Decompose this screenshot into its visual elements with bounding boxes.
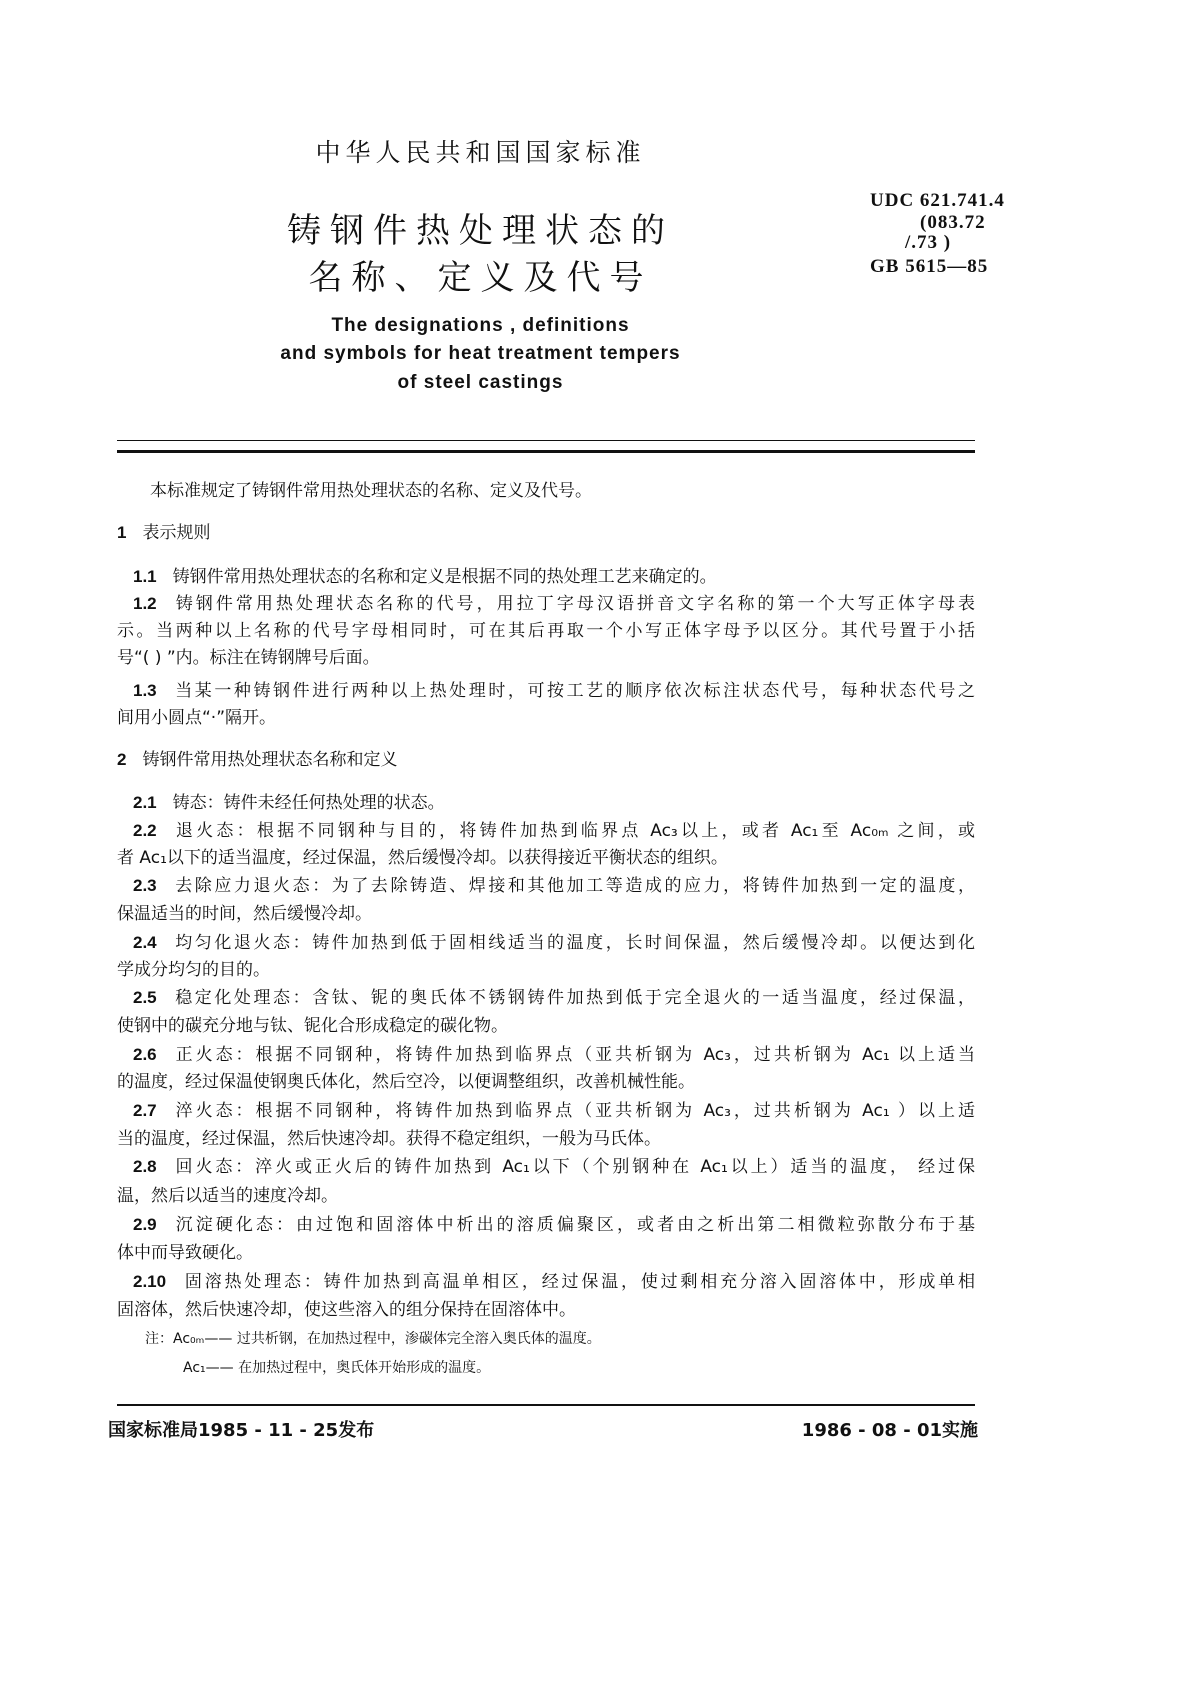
section-number: 1 [117, 523, 127, 542]
divider-thin [117, 440, 975, 441]
title-en-line3: of steel castings [397, 372, 564, 393]
clause-text: 者 Ac₁以下的适当温度，经过保温，然后缓慢冷却。以获得接近平衡状态的组织。 [117, 848, 728, 868]
standard-org: 中华人民共和国国家标准 [315, 138, 646, 167]
clause-2-1 [133, 792, 975, 814]
clause-text: 稳定化处理态：含钛、铌的奥氏体不锈钢铸件加热到低于完全退火的一适当温度，经过保温， [172, 988, 975, 1008]
clause-number: 2.4 [133, 933, 157, 952]
clause-text: 固溶体，然后快速冷却，使这些溶入的组分保持在固溶体中。 [117, 1300, 576, 1320]
clause-2-2 [133, 820, 975, 842]
clause-number: 2.2 [133, 821, 157, 840]
footer-divider [117, 1404, 975, 1406]
clause-text: 学成分均匀的目的。 [117, 960, 270, 980]
clause-text: 铸态：铸件未经任何热处理的状态。 [172, 793, 445, 813]
clause-number: 2.1 [133, 793, 157, 812]
clause-2-8 [133, 1156, 975, 1178]
clause-text: 号“( ) ”内。标注在铸钢牌号后面。 [117, 648, 380, 668]
clause-text: 沉淀硬化态：由过饱和固溶体中析出的溶质偏聚区，或者由之析出第二相微粒弥散分布于基 [172, 1215, 975, 1235]
clause-text: 淬火态：根据不同钢种，将铸件加热到临界点（亚共析钢为 Ac₃，过共析钢为 Ac₁ ）以上适 [172, 1101, 975, 1121]
clause-number: 2.3 [133, 876, 157, 895]
clause-text: 示。当两种以上名称的代号字母相同时，可在其后再取一个小写正体字母予以区分。其代号置于小括 [117, 621, 975, 641]
clause-number: 2.8 [133, 1157, 157, 1176]
clause-2-5 [133, 987, 975, 1009]
clause-2-3 [133, 875, 975, 897]
gb-number: GB 5615—85 [870, 256, 989, 277]
udc-code-2: (083.72 [920, 212, 986, 233]
clause-text: 使钢中的碳充分地与钛、铌化合形成稳定的碳化物。 [117, 1016, 508, 1036]
clause-text: 铸钢件常用热处理状态的名称和定义是根据不同的热处理工艺来确定的。 [172, 567, 717, 587]
clause-text: 回火态：淬火或正火后的铸件加热到 Ac₁以下（个别钢种在 Ac₁以上）适当的温度， 经过保 [172, 1157, 975, 1177]
clause-text: 的温度，经过保温使钢奥氏体化，然后空冷，以便调整组织，改善机械性能。 [117, 1072, 695, 1092]
clause-text: 退火态：根据不同钢种与目的，将铸件加热到临界点 Ac₃以上，或者 Ac₁至 Ac₀ₘ 之间，或 [172, 821, 975, 841]
section-title: 表示规则 [142, 523, 211, 543]
clause-text: 当的温度，经过保温，然后快速冷却。获得不稳定组织，一般为马氏体。 [117, 1129, 661, 1149]
clause-2-6 [133, 1044, 975, 1066]
clause-1-1 [133, 566, 975, 588]
udc-code-3: /.73 ) [905, 232, 952, 253]
clause-text: 去除应力退火态：为了去除铸造、焊接和其他加工等造成的应力，将铸件加热到一定的温度， [172, 876, 975, 896]
clause-number: 1.1 [133, 567, 157, 586]
clause-text: 铸钢件常用热处理状态名称的代号，用拉丁字母汉语拼音文字名称的第一个大写正体字母表 [172, 594, 975, 614]
section-number: 2 [117, 750, 127, 769]
clause-text: 保温适当的时间，然后缓慢冷却。 [117, 904, 372, 924]
clause-1-3 [133, 680, 975, 702]
clause-number: 2.9 [133, 1215, 157, 1234]
section-2-heading [117, 749, 975, 771]
clause-text: 正火态：根据不同钢种，将铸件加热到临界点（亚共析钢为 Ac₃，过共析钢为 Ac₁ 以上适当 [172, 1045, 975, 1065]
effective-date: 1986 - 08 - 01实施 [801, 1420, 978, 1441]
section-title: 铸钢件常用热处理状态名称和定义 [142, 750, 398, 770]
clause-2-7 [133, 1100, 975, 1122]
clause-number: 2.6 [133, 1045, 157, 1064]
note-acm: 注：Ac₀ₘ—— 过共析钢，在加热过程中，渗碳体完全溶入奥氏体的温度。 [145, 1331, 601, 1347]
clause-number: 2.5 [133, 988, 157, 1007]
title-en-line1: The designations , definitions [331, 315, 630, 336]
title-cn-line2: 名称、定义及代号 [308, 258, 653, 298]
section-1-heading [117, 522, 975, 544]
udc-code: UDC 621.741.4 [870, 190, 1005, 211]
issue-date: 国家标准局1985 - 11 - 25发布 [108, 1420, 375, 1441]
clause-number: 1.2 [133, 594, 157, 613]
clause-2-9 [133, 1214, 975, 1236]
clause-number: 1.3 [133, 681, 157, 700]
clause-number: 2.10 [133, 1272, 167, 1291]
note-ac1: Ac₁—— 在加热过程中，奥氏体开始形成的温度。 [183, 1360, 491, 1376]
clause-2-10 [133, 1271, 975, 1293]
clause-2-4 [133, 932, 975, 954]
clause-number: 2.7 [133, 1101, 157, 1120]
clause-text: 均匀化退火态：铸件加热到低于固相线适当的温度，长时间保温，然后缓慢冷却。以便达到化 [172, 933, 975, 953]
clause-text: 间用小圆点“·”隔开。 [117, 708, 277, 728]
title-cn-line1: 铸钢件热处理状态的 [287, 211, 674, 251]
clause-text: 固溶热处理态：铸件加热到高温单相区，经过保温，使过剩相充分溶入固溶体中，形成单相 [182, 1272, 975, 1292]
title-en-line2: and symbols for heat treatment tempers [280, 343, 681, 364]
clause-text: 当某一种铸钢件进行两种以上热处理时，可按工艺的顺序依次标注状态代号，每种状态代号之 [172, 681, 975, 701]
clause-text: 体中而导致硬化。 [117, 1243, 253, 1263]
intro-text: 本标准规定了铸钢件常用热处理状态的名称、定义及代号。 [150, 481, 592, 501]
clause-text: 温，然后以适当的速度冷却。 [117, 1186, 338, 1206]
clause-1-2 [133, 593, 975, 615]
divider-thick [117, 450, 975, 453]
